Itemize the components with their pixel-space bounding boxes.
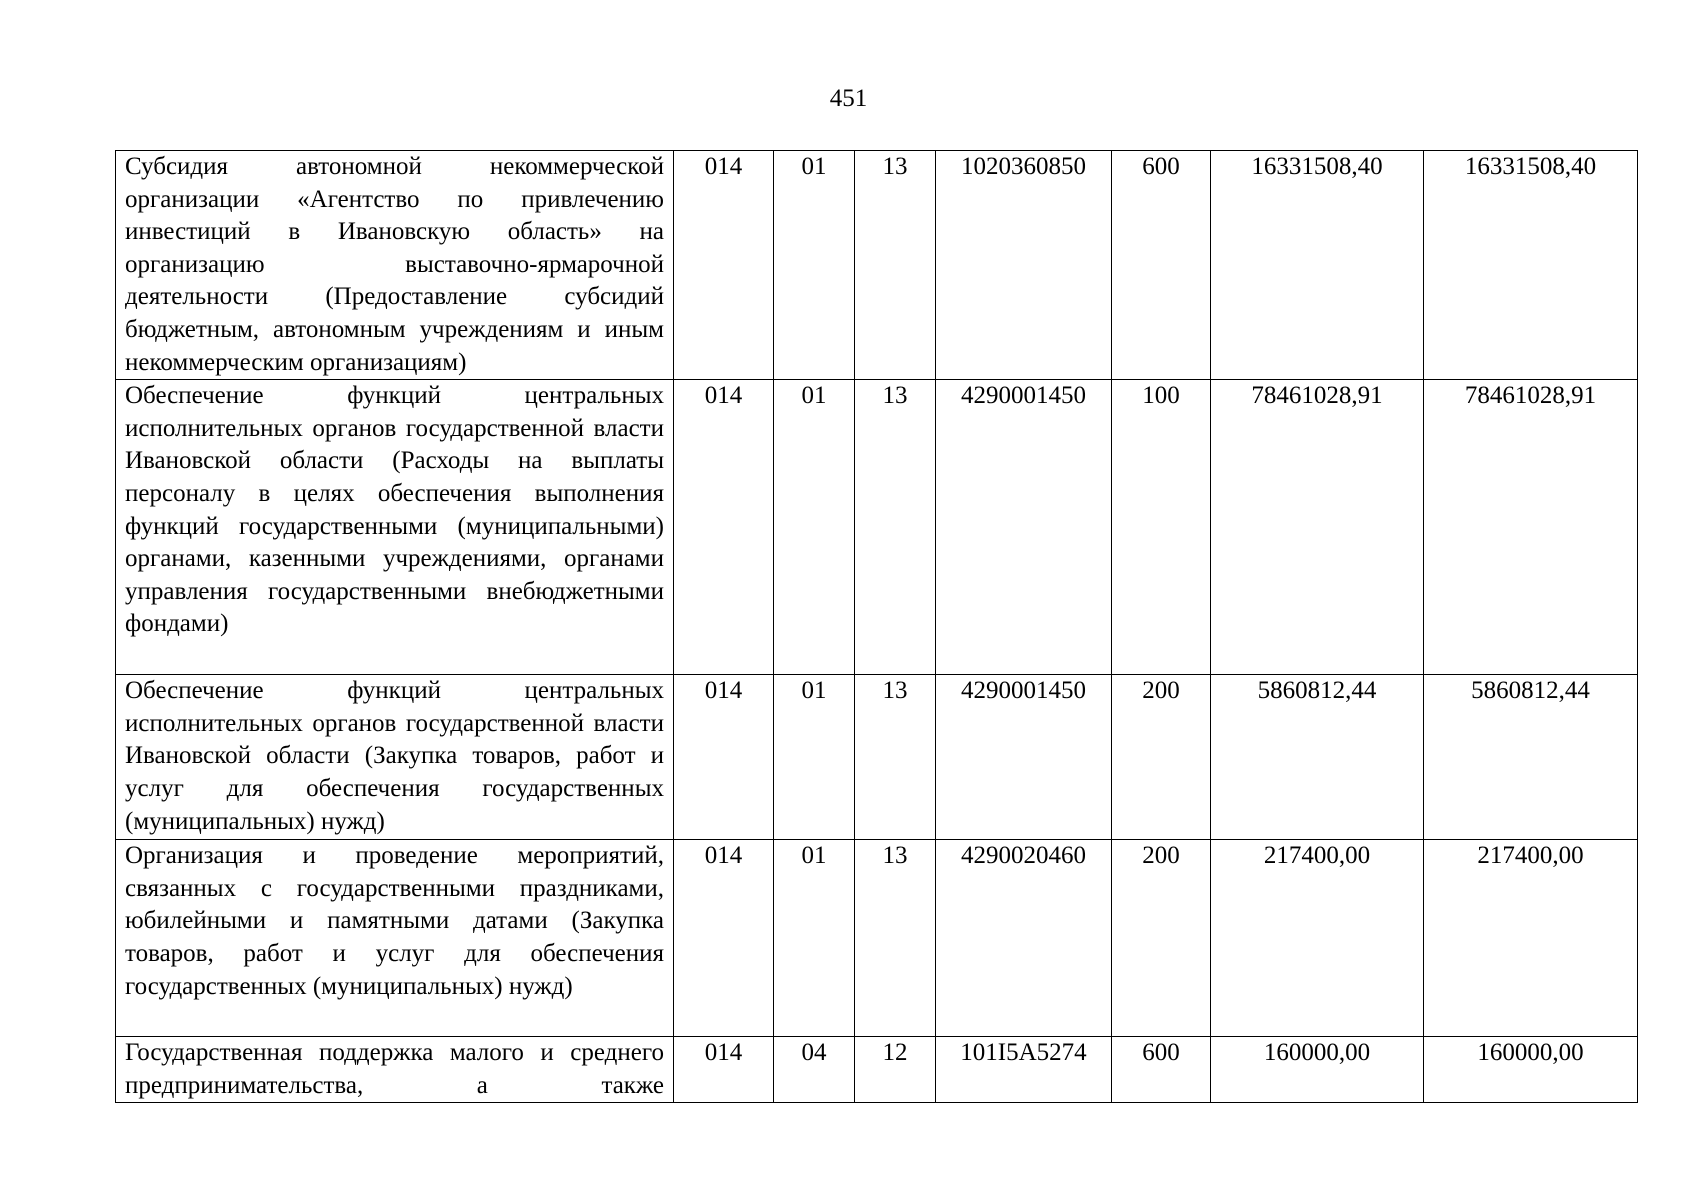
row-expense-type: 600 xyxy=(1112,1037,1211,1103)
row-section-code: 01 xyxy=(774,380,855,675)
row-description: Обеспечение функций центральных исполнительных органов государственной власти Ивановской области (Закупка товаров, работ и услуг для обеспечения государственных (муниципальных) нужд) xyxy=(116,675,674,840)
row-description: Субсидия автономной некоммерческой организации «Агентство по привлечению инвестиций в Ивановскую область» на организацию выставочно-ярмарочной деятельности (Предоставление субсидий бюджетным, автономным учреждениям и иным некоммерческим организациям) xyxy=(116,151,674,380)
row-sum-2: 16331508,40 xyxy=(1424,151,1638,380)
row-subsection-code: 13 xyxy=(855,840,936,1037)
row-expense-type: 200 xyxy=(1112,840,1211,1037)
row-sum-1: 16331508,40 xyxy=(1211,151,1424,380)
row-target-article: 1020360850 xyxy=(936,151,1112,380)
row-ministry-code: 014 xyxy=(674,151,774,380)
table-row xyxy=(116,840,1638,1037)
row-sum-1: 160000,00 xyxy=(1211,1037,1424,1103)
row-sum-2: 5860812,44 xyxy=(1424,675,1638,840)
row-ministry-code: 014 xyxy=(674,840,774,1037)
table-row xyxy=(116,151,1638,380)
row-target-article: 4290020460 xyxy=(936,840,1112,1037)
row-expense-type: 200 xyxy=(1112,675,1211,840)
row-ministry-code: 014 xyxy=(674,675,774,840)
row-subsection-code: 12 xyxy=(855,1037,936,1103)
page-number: 451 xyxy=(829,85,868,112)
row-sum-2: 78461028,91 xyxy=(1424,380,1638,675)
row-target-article: 4290001450 xyxy=(936,380,1112,675)
row-sum-2: 217400,00 xyxy=(1424,840,1638,1037)
table-row xyxy=(116,675,1638,840)
row-target-article: 101I5A5274 xyxy=(936,1037,1112,1103)
row-expense-type: 600 xyxy=(1112,151,1211,380)
row-section-code: 01 xyxy=(774,840,855,1037)
row-subsection-code: 13 xyxy=(855,675,936,840)
row-sum-1: 78461028,91 xyxy=(1211,380,1424,675)
row-sum-2: 160000,00 xyxy=(1424,1037,1638,1103)
row-description: Организация и проведение мероприятий, связанных с государственными праздниками, юбилейными и памятными датами (Закупка товаров, работ и услуг для обеспечения государственных (муниципальных) нужд) xyxy=(116,840,674,1037)
row-sum-1: 5860812,44 xyxy=(1211,675,1424,840)
row-description: Обеспечение функций центральных исполнительных органов государственной власти Ивановской области (Расходы на выплаты персоналу в целях обеспечения выполнения функций государственными (муниципальными) органами, казенными учреждениями, органами управления государственными внебюджетными фондами) xyxy=(116,380,674,675)
row-subsection-code: 13 xyxy=(855,380,936,675)
row-expense-type: 100 xyxy=(1112,380,1211,675)
row-section-code: 04 xyxy=(774,1037,855,1103)
budget-table xyxy=(115,150,1638,1103)
row-ministry-code: 014 xyxy=(674,380,774,675)
row-ministry-code: 014 xyxy=(674,1037,774,1103)
row-subsection-code: 13 xyxy=(855,151,936,380)
table-row xyxy=(116,1037,1638,1103)
row-description: Государственная поддержка малого и среднего предпринимательства, а также xyxy=(116,1037,674,1103)
row-section-code: 01 xyxy=(774,151,855,380)
table-row xyxy=(116,380,1638,675)
row-target-article: 4290001450 xyxy=(936,675,1112,840)
row-sum-1: 217400,00 xyxy=(1211,840,1424,1037)
row-section-code: 01 xyxy=(774,675,855,840)
